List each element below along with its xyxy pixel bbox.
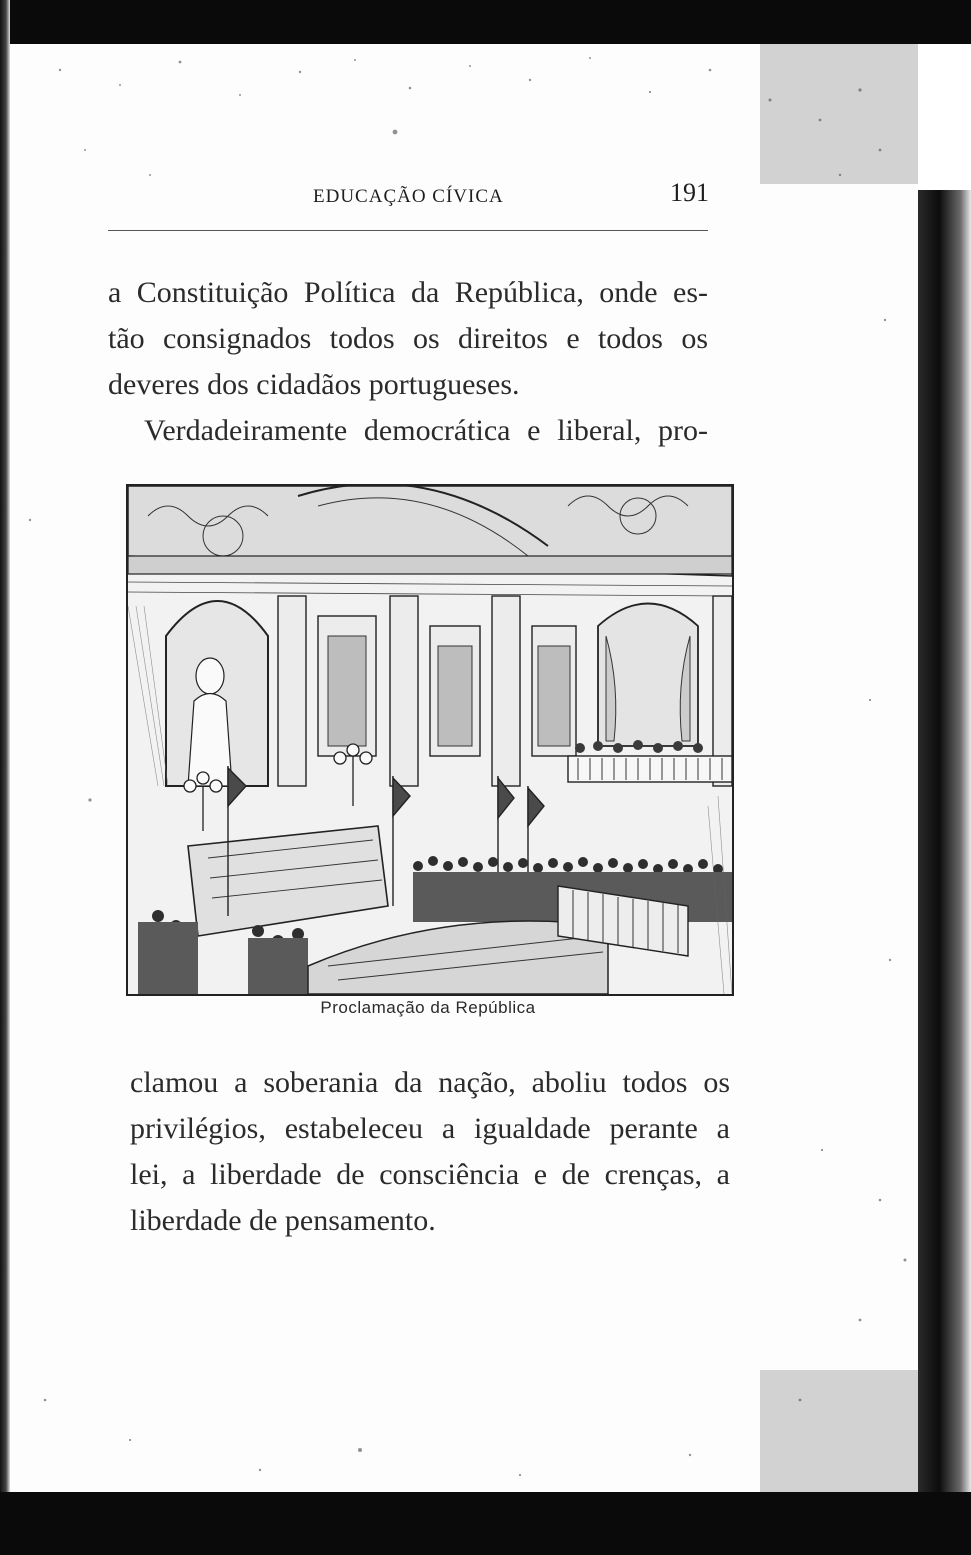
text-line: tão consignados todos os direitos e todos os — [108, 322, 708, 355]
running-title: EDUCAÇÃO CÍVICA — [313, 186, 504, 207]
page-header — [108, 178, 716, 222]
page-number: 191 — [670, 178, 709, 207]
scan-border-right — [918, 190, 971, 1492]
figure-caption: Proclamação da República — [320, 998, 536, 1017]
scan-border-left — [0, 0, 10, 1555]
illustration-proclamation — [126, 484, 734, 996]
text-line: Verdadeiramente democrática e liberal, pro- — [144, 414, 708, 447]
text-line: lei, a liberdade de consciência e de crenças, a — [130, 1158, 730, 1191]
paragraph-after-figure — [130, 1060, 730, 1244]
scan-border-top — [0, 0, 971, 44]
paragraph-before-figure — [108, 270, 708, 454]
text-line: deveres dos cidadãos portugueses. — [108, 368, 520, 401]
text-line: clamou a soberania da nação, aboliu todos os — [130, 1066, 730, 1099]
text-line: liberdade de pensamento. — [130, 1204, 436, 1237]
header-rule — [108, 230, 708, 231]
text-line: a Constituição Política da República, onde es- — [108, 276, 708, 309]
text-line: privilégios, estabeleceu a igualdade perante a — [130, 1112, 730, 1145]
engraving-parliament-hall — [128, 486, 732, 994]
scan-border-bottom — [0, 1492, 971, 1555]
